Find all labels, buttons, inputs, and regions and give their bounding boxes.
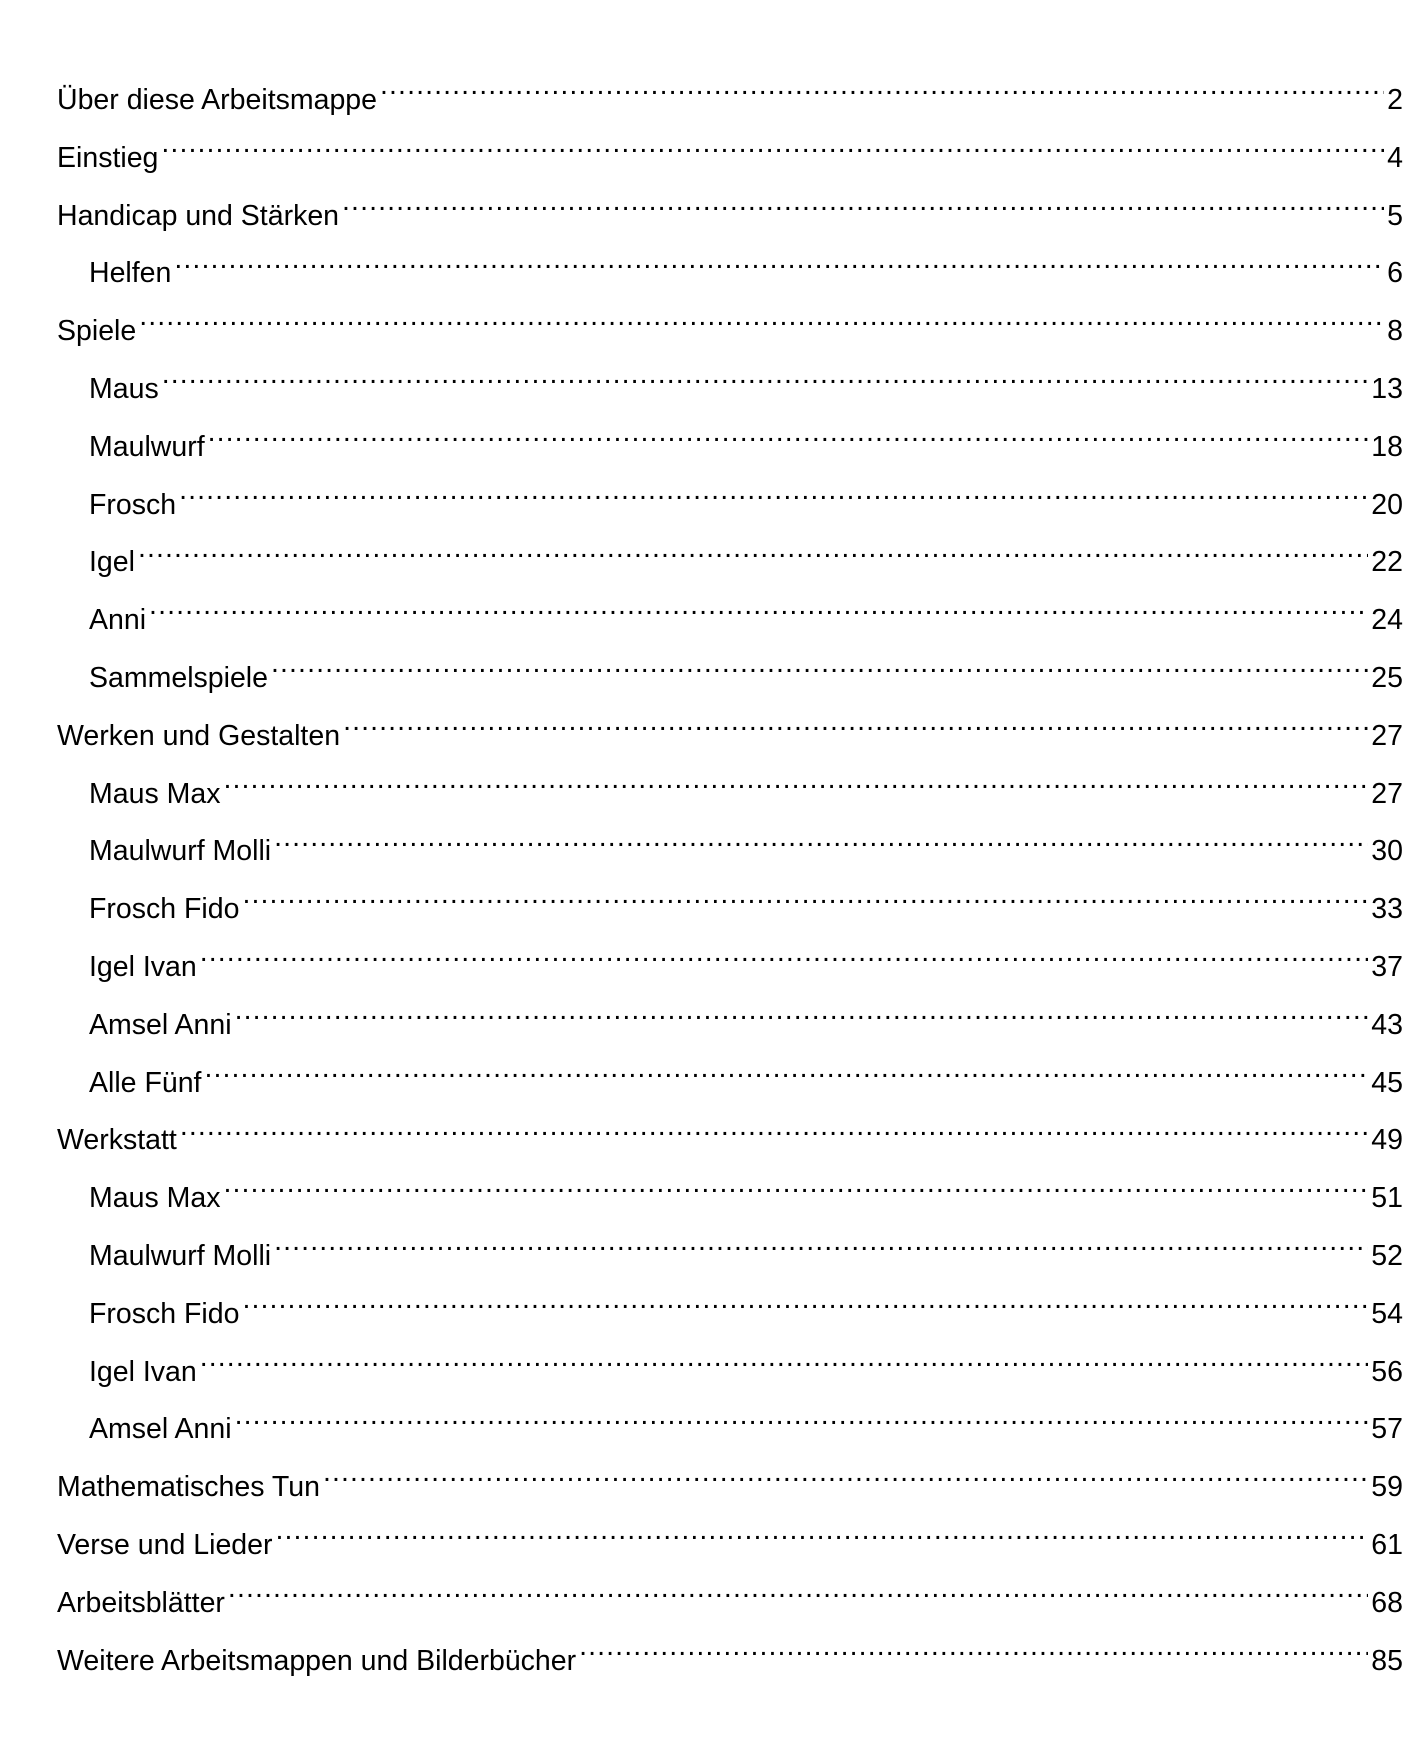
dot-leader [149,601,1368,630]
dot-leader [228,1583,1368,1612]
toc-subentry[interactable] [57,1344,1403,1402]
toc-entry-title: Igel Ivan [89,1355,197,1388]
toc-entry-page-number: 6 [1387,257,1403,290]
toc-entry-title: Maus Max [89,777,221,810]
toc-entry-page-number: 25 [1371,661,1403,694]
toc-entry-title: Werken und Gestalten [57,719,341,752]
dot-leader [271,658,1368,687]
toc-entry-page-number: 18 [1371,430,1403,463]
toc-subentry[interactable] [57,419,1403,477]
toc-entry-page-number: 8 [1387,315,1403,348]
toc-entry-title: Anni [89,604,147,637]
toc-entry-title: Frosch Fido [89,893,240,926]
dot-leader [380,81,1384,110]
toc-subentry[interactable] [57,1401,1403,1459]
toc-entry-page-number: 27 [1371,777,1403,810]
toc-subentry[interactable] [57,939,1403,997]
dot-leader [343,716,1368,745]
toc-subentry[interactable] [57,766,1403,824]
toc-entry-title: Maulwurf [89,430,205,463]
toc-subentry[interactable] [57,997,1403,1055]
dot-leader [174,254,1384,283]
dot-leader [162,369,1369,398]
toc-entry-page-number: 52 [1371,1239,1403,1272]
dot-leader [200,1352,1369,1381]
table-of-contents [57,72,1403,1690]
toc-entry-page-number: 43 [1371,1008,1403,1041]
dot-leader [274,1236,1368,1265]
toc-entry-title: Maus [89,372,159,405]
toc-entry-page-number: 4 [1387,141,1403,174]
toc-entry-page-number: 85 [1371,1644,1403,1677]
toc-entry-page-number: 22 [1371,546,1403,579]
dot-leader [161,138,1384,167]
toc-entry-page-number: 54 [1371,1297,1403,1330]
toc-entry-page-number: 45 [1371,1066,1403,1099]
toc-subentry[interactable] [57,1286,1403,1344]
toc-entry-title: Mathematisches Tun [57,1471,320,1504]
toc-entry-title: Igel Ivan [89,950,197,983]
dot-leader [180,1121,1368,1150]
toc-entry[interactable] [57,303,1403,361]
dot-leader [139,312,1384,341]
toc-entry-title: Alle Fünf [89,1066,202,1099]
dot-leader [204,1063,1368,1092]
toc-entry-title: Werkstatt [57,1124,177,1157]
toc-subentry[interactable] [57,823,1403,881]
dot-leader [223,774,1368,803]
toc-entry[interactable] [57,72,1403,130]
dot-leader [274,832,1368,861]
dot-leader [579,1641,1368,1670]
toc-entry-title: Frosch Fido [89,1297,240,1330]
toc-entry-title: Frosch [89,488,177,521]
toc-subentry[interactable] [57,881,1403,939]
toc-subentry[interactable] [57,534,1403,592]
toc-subentry[interactable] [57,1170,1403,1228]
toc-entry-page-number: 13 [1371,372,1403,405]
toc-entry-title: Weitere Arbeitsmappen und Bilderbücher [57,1644,577,1677]
toc-entry-title: Igel [89,546,135,579]
toc-subentry[interactable] [57,361,1403,419]
toc-entry-page-number: 5 [1387,199,1403,232]
toc-entry[interactable] [57,708,1403,766]
toc-entry-page-number: 2 [1387,84,1403,116]
toc-entry[interactable] [57,1112,1403,1170]
toc-entry-page-number: 59 [1371,1471,1403,1504]
toc-entry-title: Sammelspiele [89,661,268,694]
toc-entry-page-number: 27 [1371,719,1403,752]
toc-entry-title: Verse und Lieder [57,1528,273,1561]
toc-subentry[interactable] [57,245,1403,303]
toc-entry-title: Handicap und Stärken [57,199,340,232]
toc-entry[interactable] [57,130,1403,188]
toc-entry-title: Einstieg [57,141,159,174]
toc-entry-title: Maus Max [89,1182,221,1215]
toc-entry-title: Maulwurf Molli [89,835,272,868]
toc-entry-title: Arbeitsblätter [57,1586,225,1619]
toc-entry-page-number: 51 [1371,1182,1403,1215]
dot-leader [208,427,1369,456]
toc-entry-page-number: 57 [1371,1413,1403,1446]
toc-entry[interactable] [57,188,1403,246]
toc-entry-title: Spiele [57,315,137,348]
toc-entry-title: Amsel Anni [89,1413,232,1446]
toc-entry-page-number: 37 [1371,950,1403,983]
toc-entry-page-number: 49 [1371,1124,1403,1157]
toc-entry-page-number: 68 [1371,1586,1403,1619]
dot-leader [342,196,1384,225]
toc-entry-page-number: 30 [1371,835,1403,868]
dot-leader [200,947,1369,976]
toc-entry-page-number: 61 [1371,1528,1403,1561]
toc-subentry[interactable] [57,1055,1403,1113]
toc-subentry[interactable] [57,650,1403,708]
toc-entry[interactable] [57,1517,1403,1575]
toc-entry[interactable] [57,1575,1403,1633]
toc-entry-title: Amsel Anni [89,1008,232,1041]
dot-leader [235,1410,1369,1439]
dot-leader [276,1525,1369,1554]
toc-entry-title: Maulwurf Molli [89,1239,272,1272]
toc-subentry[interactable] [57,477,1403,535]
toc-entry-page-number: 20 [1371,488,1403,521]
dot-leader [223,1179,1368,1208]
dot-leader [138,543,1368,572]
toc-entry[interactable] [57,1633,1403,1691]
dot-leader [242,890,1368,919]
toc-entry-page-number: 56 [1371,1355,1403,1388]
toc-entry[interactable] [57,1459,1403,1517]
dot-leader [179,485,1368,514]
toc-subentry[interactable] [57,592,1403,650]
dot-leader [323,1468,1368,1497]
toc-entry-title: Helfen [89,257,172,290]
dot-leader [242,1294,1368,1323]
toc-entry-page-number: 24 [1371,604,1403,637]
toc-entry-page-number: 33 [1371,893,1403,926]
dot-leader [235,1005,1369,1034]
toc-entry-title: Über diese Arbeitsmappe [57,84,378,116]
toc-subentry[interactable] [57,1228,1403,1286]
